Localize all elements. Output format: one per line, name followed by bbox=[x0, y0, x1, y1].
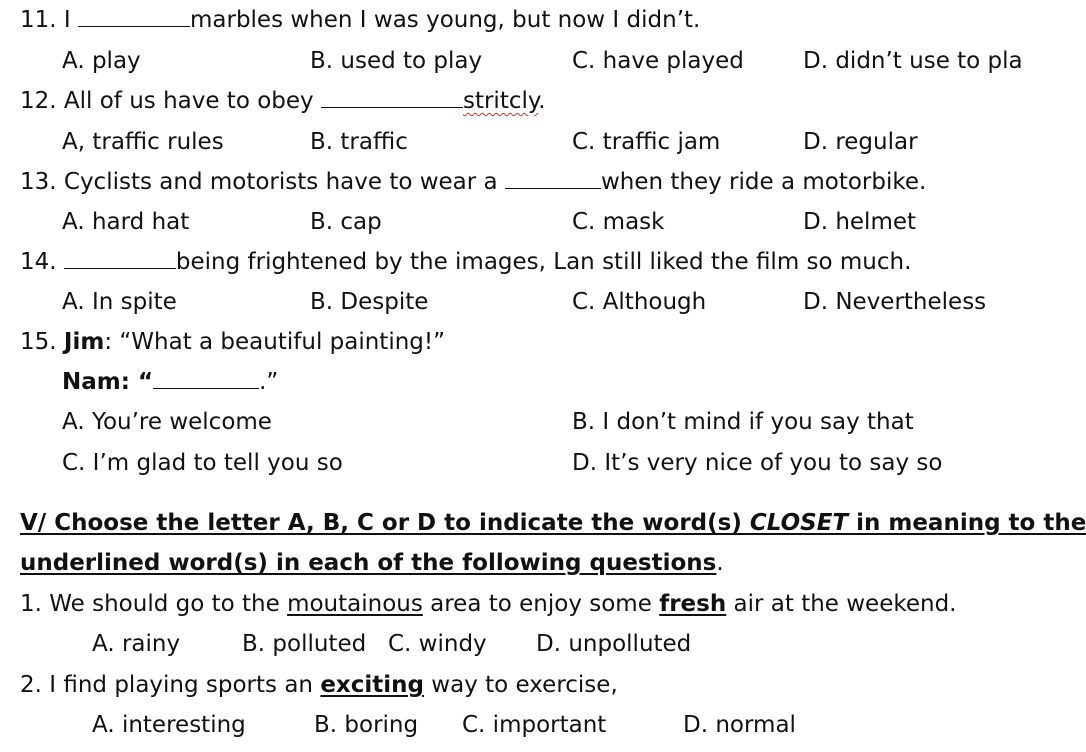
question-text: area to enjoy some bbox=[422, 591, 660, 617]
section-heading-line2-text: underlined word(s) in each of the following questions bbox=[20, 550, 717, 576]
question-13-number: 13. Cyclists and motorists have to wear a bbox=[20, 169, 505, 195]
question-text: 2. I find playing sports an bbox=[20, 672, 321, 698]
jim-line: : “What a beautiful painting!” bbox=[104, 329, 446, 355]
period: . bbox=[716, 550, 724, 576]
answer-blank bbox=[321, 87, 463, 108]
option-a: A. You’re welcome bbox=[62, 409, 272, 435]
question-11-text: marbles when I was young, but now I didn’t. bbox=[189, 7, 701, 33]
option-b: B. cap bbox=[310, 209, 382, 235]
misspelled-word: stritcly bbox=[462, 88, 539, 114]
option-d: D. regular bbox=[803, 129, 918, 155]
section-heading-part2: in meaning to the bbox=[848, 510, 1086, 536]
speaker-nam: Nam: “ bbox=[62, 369, 154, 395]
question-15 bbox=[20, 327, 445, 357]
speaker-jim: Jim bbox=[63, 329, 105, 355]
section-heading-line-2 bbox=[20, 548, 724, 578]
closing-quote: .” bbox=[259, 369, 279, 395]
option-b: B. polluted bbox=[242, 631, 367, 657]
option-c: C. mask bbox=[572, 209, 665, 235]
option-c: C. Although bbox=[572, 289, 707, 315]
question-text: 1. We should go to the bbox=[20, 591, 288, 617]
option-a: A. rainy bbox=[92, 631, 181, 657]
answer-blank bbox=[505, 168, 601, 189]
option-b: B. boring bbox=[314, 712, 419, 738]
option-b: B. Despite bbox=[310, 289, 429, 315]
option-a: A. In spite bbox=[62, 289, 177, 315]
question-15-number: 15. bbox=[20, 329, 64, 355]
section-heading bbox=[20, 508, 1086, 538]
option-c: C. traffic jam bbox=[572, 129, 721, 155]
question-11-number: 11. I bbox=[20, 7, 78, 33]
option-b: B. traffic bbox=[310, 129, 408, 155]
question-14 bbox=[20, 247, 911, 277]
period: . bbox=[538, 88, 546, 114]
section5-question-2 bbox=[20, 670, 618, 700]
option-a: A. interesting bbox=[92, 712, 246, 738]
option-a: A, traffic rules bbox=[62, 129, 224, 155]
option-c: C. important bbox=[462, 712, 607, 738]
section-heading-part1: V/ Choose the letter A, B, C or D to indicate the word(s) bbox=[20, 510, 750, 536]
underlined-target-word: exciting bbox=[320, 672, 424, 698]
option-a: A. play bbox=[62, 48, 141, 74]
option-c: C. have played bbox=[572, 48, 744, 74]
option-d: D. helmet bbox=[803, 209, 917, 235]
option-d: D. didn’t use to pla bbox=[803, 48, 1023, 74]
option-d: D. unpolluted bbox=[536, 631, 692, 657]
question-14-number: 14. bbox=[20, 249, 64, 275]
option-c: C. I’m glad to tell you so bbox=[62, 450, 343, 476]
misspelled-word: moutainous bbox=[287, 591, 423, 617]
answer-blank bbox=[64, 248, 176, 269]
question-text: air at the weekend. bbox=[726, 591, 957, 617]
option-c: C. windy bbox=[388, 631, 487, 657]
question-12-text: 12. All of us have to obey bbox=[20, 88, 321, 114]
answer-blank bbox=[78, 6, 190, 27]
option-d: D. Nevertheless bbox=[803, 289, 987, 315]
question-15-response bbox=[62, 367, 278, 397]
question-12 bbox=[20, 86, 546, 116]
question-13-text: when they ride a motorbike. bbox=[600, 169, 927, 195]
question-14-text: being frightened by the images, Lan still liked the film so much. bbox=[175, 249, 912, 275]
question-11 bbox=[20, 5, 700, 35]
underlined-target-word: fresh bbox=[659, 591, 727, 617]
question-13 bbox=[20, 167, 926, 197]
option-a: A. hard hat bbox=[62, 209, 190, 235]
option-b: B. I don’t mind if you say that bbox=[572, 409, 914, 435]
option-b: B. used to play bbox=[310, 48, 483, 74]
question-text: way to exercise, bbox=[423, 672, 618, 698]
section-heading-emphasis: CLOSET bbox=[749, 510, 849, 536]
option-d: D. It’s very nice of you to say so bbox=[572, 450, 943, 476]
option-d: D. normal bbox=[683, 712, 796, 738]
section5-question-1 bbox=[20, 589, 957, 619]
answer-blank bbox=[153, 368, 259, 389]
